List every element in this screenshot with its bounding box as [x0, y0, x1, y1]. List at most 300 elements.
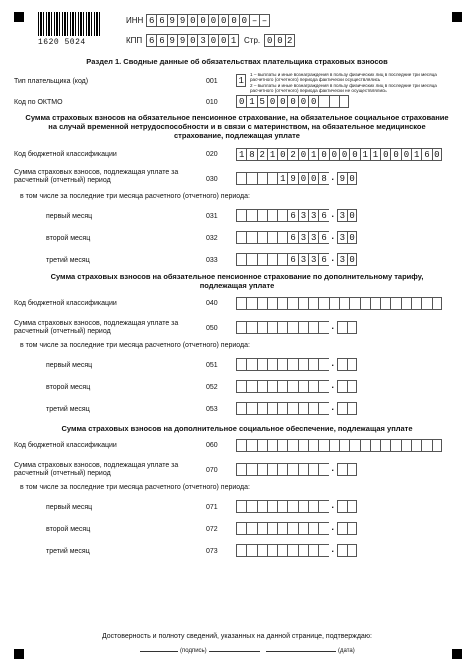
block2-month-int-cell: [287, 402, 297, 415]
block2-sum-int-cell: [236, 321, 246, 334]
block3-month-decimal-point: .: [329, 501, 336, 511]
block1-month-int-cell: 3: [298, 209, 308, 222]
inn-digit-cell: 0: [187, 14, 197, 27]
block2-month-code: 053: [206, 406, 218, 413]
inn-field[interactable]: [146, 14, 270, 27]
kbk-digit-cell: 0: [339, 148, 349, 161]
block3-month-int-cell: [308, 500, 318, 513]
section-title: Раздел 1. Сводные данные об обязательствах плательщика страховых взносов: [86, 57, 388, 66]
kbk-digit-cell: 0: [432, 148, 442, 161]
block1-sum-int-cell: 1: [277, 172, 287, 185]
block2-kbk-label: Код бюджетной классификации: [14, 300, 117, 307]
block3-month-int-cell: [257, 500, 267, 513]
block2-kbk-field[interactable]: [236, 297, 442, 310]
block3-sum-dec-cell: [337, 463, 347, 476]
kbk-digit-cell: [339, 439, 349, 452]
block3-sum-int-cell: [277, 463, 287, 476]
block1-month-int-cell: 3: [308, 209, 318, 222]
block3-month-dec-cell: [337, 522, 347, 535]
block2-month-int-cell: [308, 380, 318, 393]
block3-month-dec-cell: [337, 500, 347, 513]
block1-month-amount-field[interactable]: [236, 209, 357, 222]
block2-month-dec-cell: [337, 402, 347, 415]
block2-sum-int-cell: [257, 321, 267, 334]
block1-month-dec-cell: 0: [347, 231, 357, 244]
block1-month-int-cell: [267, 253, 277, 266]
block2-sum-int-cell: [308, 321, 318, 334]
block3-month-int-cell: [236, 500, 246, 513]
block1-month-dec-cell: 0: [347, 253, 357, 266]
block3-month-int-cell: [298, 500, 308, 513]
block1-sum-dec-cell: 0: [347, 172, 357, 185]
inn-digit-cell: 6: [156, 14, 166, 27]
kpp-digit-cell: 0: [187, 34, 197, 47]
block2-month-code: 051: [206, 362, 218, 369]
payer-type-code: 001: [206, 78, 218, 85]
kbk-digit-cell: 1: [308, 148, 318, 161]
block3-month-int-cell: [298, 544, 308, 557]
block3-month-int-cell: [308, 544, 318, 557]
kbk-digit-cell: 0: [401, 148, 411, 161]
block2-month-dec-cell: [347, 358, 357, 371]
block2-month-int-cell: [236, 380, 246, 393]
kbk-digit-cell: [267, 439, 277, 452]
block1-month-dec-cell: 0: [347, 209, 357, 222]
oktmo-digit-cell: 1: [246, 95, 256, 108]
kbk-digit-cell: [380, 439, 390, 452]
block2-month-dec-cell: [347, 380, 357, 393]
kbk-digit-cell: [287, 297, 297, 310]
block1-sum-int-cell: 9: [287, 172, 297, 185]
block3-sum-int-cell: [308, 463, 318, 476]
block1-month-int-cell: [236, 253, 246, 266]
block1-month-label: третий месяц: [46, 257, 90, 264]
block1-month-int-cell: [277, 253, 287, 266]
block2-month-decimal-point: .: [329, 381, 336, 391]
block1-kbk-field[interactable]: [236, 148, 442, 161]
block1-sum-int-cell: [236, 172, 246, 185]
block3-month-int-cell: [246, 500, 256, 513]
block3-month-int-cell: [267, 522, 277, 535]
inn-digit-cell: 9: [167, 14, 177, 27]
barcode-number: 1620 5024: [38, 38, 86, 47]
block3-month-amount-field[interactable]: [236, 500, 357, 513]
kbk-digit-cell: [432, 439, 442, 452]
block1-month-code: 033: [206, 257, 218, 264]
block2-month-dec-cell: [347, 402, 357, 415]
block3-month-int-cell: [277, 544, 287, 557]
oktmo-digit-cell: [329, 95, 339, 108]
kbk-digit-cell: 0: [298, 148, 308, 161]
oktmo-digit-cell: 5: [257, 95, 267, 108]
block1-month-int-cell: 6: [287, 253, 297, 266]
block3-month-decimal-point: .: [329, 523, 336, 533]
block2-month-int-cell: [318, 402, 328, 415]
kbk-digit-cell: 1: [267, 148, 277, 161]
block2-month-amount-field[interactable]: [236, 402, 357, 415]
kbk-digit-cell: [421, 297, 431, 310]
kbk-digit-cell: [267, 297, 277, 310]
kbk-digit-cell: 1: [236, 148, 246, 161]
kbk-digit-cell: 1: [360, 148, 370, 161]
block3-month-dec-cell: [347, 544, 357, 557]
inn-digit-cell: 0: [228, 14, 238, 27]
block3-sum-dec-cell: [347, 463, 357, 476]
kbk-digit-cell: [236, 297, 246, 310]
block2-month-int-cell: [287, 358, 297, 371]
block3-month-label: третий месяц: [46, 548, 90, 555]
block1-month-amount-field[interactable]: [236, 253, 357, 266]
kpp-label: КПП: [126, 36, 143, 45]
page-digit-cell: 0: [264, 34, 274, 47]
barcode: [38, 12, 100, 36]
block1-month-int-cell: [246, 253, 256, 266]
block1-month-decimal-point: .: [329, 210, 336, 220]
block3-month-int-cell: [257, 522, 267, 535]
block2-month-decimal-point: .: [329, 403, 336, 413]
block2-month-int-cell: [246, 380, 256, 393]
block1-sum-code: 030: [206, 176, 218, 183]
block2-month-int-cell: [236, 402, 246, 415]
block3-month-int-cell: [287, 500, 297, 513]
block1-month-int-cell: [236, 231, 246, 244]
block1-month-int-cell: [246, 209, 256, 222]
kbk-digit-cell: [308, 297, 318, 310]
oktmo-digit-cell: [339, 95, 349, 108]
kbk-digit-cell: [432, 297, 442, 310]
footer-statement: Достоверность и полноту сведений, указанных на данной странице, подтверждаю:: [101, 633, 373, 640]
kbk-digit-cell: 0: [380, 148, 390, 161]
block1-month-dec-cell: 3: [337, 231, 347, 244]
inn-digit-cell: 0: [197, 14, 207, 27]
block2-month-int-cell: [267, 358, 277, 371]
kbk-digit-cell: [390, 297, 400, 310]
block2-sum-int-cell: [246, 321, 256, 334]
block2-month-int-cell: [246, 402, 256, 415]
block1-month-decimal-point: .: [329, 254, 336, 264]
kpp-digit-cell: 1: [228, 34, 238, 47]
kbk-digit-cell: [287, 439, 297, 452]
block1-month-int-cell: 3: [298, 231, 308, 244]
block2-sum-int-cell: [298, 321, 308, 334]
block2-month-amount-field[interactable]: [236, 380, 357, 393]
block2-month-int-cell: [287, 380, 297, 393]
kbk-digit-cell: [401, 439, 411, 452]
kbk-digit-cell: [370, 439, 380, 452]
kbk-digit-cell: 2: [257, 148, 267, 161]
page-number-field[interactable]: [264, 34, 295, 47]
kbk-digit-cell: [257, 297, 267, 310]
block3-sum-int-cell: [318, 463, 328, 476]
block2-sum-label: Сумма страховых взносов, подлежащая уплате за расчетный (отчетный) период: [14, 320, 179, 335]
kpp-field[interactable]: [146, 34, 239, 47]
kbk-digit-cell: [411, 439, 421, 452]
block3-kbk-label: Код бюджетной классификации: [14, 442, 117, 449]
block2-month-label: второй месяц: [46, 384, 91, 391]
block1-month-int-cell: 3: [298, 253, 308, 266]
block1-month-int-cell: [257, 209, 267, 222]
block2-month-int-cell: [298, 402, 308, 415]
page-digit-cell: 2: [285, 34, 295, 47]
kpp-digit-cell: 0: [218, 34, 228, 47]
kbk-digit-cell: [349, 297, 359, 310]
kbk-digit-cell: [246, 297, 256, 310]
block1-month-int-cell: [277, 231, 287, 244]
kbk-digit-cell: [349, 439, 359, 452]
block2-sum-field[interactable]: [236, 321, 357, 334]
block3-sum-decimal-point: .: [329, 464, 336, 474]
kbk-digit-cell: 0: [329, 148, 339, 161]
kbk-digit-cell: 0: [277, 148, 287, 161]
block3-sum-field[interactable]: [236, 463, 357, 476]
page-label: Стр.: [244, 36, 261, 45]
block2-sum-dec-cell: [337, 321, 347, 334]
block1-month-label: второй месяц: [46, 235, 91, 242]
kpp-digit-cell: 9: [177, 34, 187, 47]
kbk-digit-cell: 0: [349, 148, 359, 161]
block1-sum-decimal-point: .: [329, 173, 336, 183]
block1-month-int-cell: [277, 209, 287, 222]
kbk-digit-cell: [370, 297, 380, 310]
inn-digit-cell: 9: [177, 14, 187, 27]
corner-marker-bottom-left: [14, 649, 24, 659]
oktmo-digit-cell: 0: [308, 95, 318, 108]
block2-month-int-cell: [308, 358, 318, 371]
block3-month-int-cell: [287, 522, 297, 535]
inn-digit-cell: 0: [218, 14, 228, 27]
block3-month-int-cell: [257, 544, 267, 557]
block3-month-int-cell: [287, 544, 297, 557]
block3-month-int-cell: [318, 522, 328, 535]
kbk-digit-cell: 0: [390, 148, 400, 161]
kbk-digit-cell: [380, 297, 390, 310]
payer-type-note: 1 – выплаты и иные вознаграждения в пользу физических лиц в последние три месяца расчетного (отчетного) периода фактически осуществлялись 2 – выплаты и иные вознаграждения в пользу физических лиц в последние три месяца расчетного (отчетного) периода фактически не осуществлялись: [250, 72, 437, 94]
block1-month-int-cell: 6: [318, 209, 328, 222]
kbk-digit-cell: 8: [246, 148, 256, 161]
kbk-digit-cell: [390, 439, 400, 452]
block3-month-int-cell: [277, 522, 287, 535]
block3-sum-int-cell: [246, 463, 256, 476]
block2-month-int-cell: [267, 402, 277, 415]
inn-digit-cell: 6: [146, 14, 156, 27]
block3-month-dec-cell: [347, 522, 357, 535]
kbk-digit-cell: [257, 439, 267, 452]
block1-sum-field[interactable]: [236, 172, 357, 185]
kbk-digit-cell: [329, 297, 339, 310]
block2-month-int-cell: [277, 358, 287, 371]
kbk-digit-cell: [421, 439, 431, 452]
block3-month-amount-field[interactable]: [236, 544, 357, 557]
oktmo-digit-cell: 0: [277, 95, 287, 108]
block3-month-dec-cell: [337, 544, 347, 557]
oktmo-label: Код по ОКТМО: [14, 99, 63, 106]
block3-kbk-code: 060: [206, 442, 218, 449]
block3-month-int-cell: [267, 500, 277, 513]
block1-sum-int-cell: 8: [318, 172, 328, 185]
block2-month-int-cell: [308, 402, 318, 415]
block1-sum-label: Сумма страховых взносов, подлежащая уплате за расчетный (отчетный) период: [14, 169, 179, 184]
block3-month-int-cell: [308, 522, 318, 535]
oktmo-digit-cell: 0: [236, 95, 246, 108]
inn-digit-cell: 0: [208, 14, 218, 27]
kbk-digit-cell: [298, 439, 308, 452]
block2-month-int-cell: [277, 402, 287, 415]
corner-marker-top-right: [452, 12, 462, 22]
block1-month-int-cell: 6: [287, 209, 297, 222]
page-digit-cell: 0: [274, 34, 284, 47]
block2-month-int-cell: [298, 380, 308, 393]
kbk-digit-cell: [318, 439, 328, 452]
block1-sum-int-cell: 0: [298, 172, 308, 185]
kbk-digit-cell: 1: [370, 148, 380, 161]
kbk-digit-cell: 1: [411, 148, 421, 161]
block2-sum-int-cell: [318, 321, 328, 334]
block2-month-int-cell: [236, 358, 246, 371]
block3-month-code: 073: [206, 548, 218, 555]
block2-sum-decimal-point: .: [329, 322, 336, 332]
block3-month-int-cell: [318, 544, 328, 557]
block1-month-int-cell: [267, 209, 277, 222]
block3-sum-int-cell: [257, 463, 267, 476]
block3-month-int-cell: [246, 544, 256, 557]
kbk-digit-cell: [318, 297, 328, 310]
block2-sum-int-cell: [267, 321, 277, 334]
kbk-digit-cell: [360, 297, 370, 310]
block1-month-int-cell: 6: [287, 231, 297, 244]
block2-month-amount-field[interactable]: [236, 358, 357, 371]
block1-month-int-cell: [246, 231, 256, 244]
block1-sum-int-cell: [267, 172, 277, 185]
date-label: (дата): [338, 648, 355, 654]
block2-sum-int-cell: [277, 321, 287, 334]
oktmo-digit-cell: [318, 95, 328, 108]
block1-sum-int-cell: [246, 172, 256, 185]
block2-month-dec-cell: [337, 358, 347, 371]
block2-month-decimal-point: .: [329, 359, 336, 369]
block1-month-dec-cell: 3: [337, 253, 347, 266]
block2-incl-label: в том числе за последние три месяца расчетного (отчетного) периода:: [20, 342, 250, 349]
block3-month-int-cell: [236, 544, 246, 557]
block1-month-int-cell: 6: [318, 231, 328, 244]
block2-sum-dec-cell: [347, 321, 357, 334]
kbk-digit-cell: 6: [421, 148, 431, 161]
block1-incl-label: в том числе за последние три месяца расчетного (отчетного) периода:: [20, 193, 250, 200]
inn-digit-cell: 0: [239, 14, 249, 27]
block2-month-int-cell: [257, 358, 267, 371]
block1-sum-dec-cell: 9: [337, 172, 347, 185]
inn-digit-cell: –: [259, 14, 269, 27]
payer-type-cell: 1: [236, 74, 246, 87]
kbk-digit-cell: [329, 439, 339, 452]
block1-month-int-cell: 3: [308, 231, 318, 244]
block1-kbk-label: Код бюджетной классификации: [14, 151, 117, 158]
kpp-digit-cell: 3: [197, 34, 207, 47]
block3-sum-int-cell: [267, 463, 277, 476]
corner-marker-bottom-right: [452, 649, 462, 659]
kpp-digit-cell: 9: [167, 34, 177, 47]
block3-month-int-cell: [277, 500, 287, 513]
corner-marker-top-left: [14, 12, 24, 22]
kpp-digit-cell: 6: [146, 34, 156, 47]
block2-sum-int-cell: [287, 321, 297, 334]
kbk-digit-cell: [308, 439, 318, 452]
block1-month-code: 031: [206, 213, 218, 220]
kpp-digit-cell: 6: [156, 34, 166, 47]
block1-title: Сумма страховых взносов на обязательное пенсионное страхование, на обязательное социальное страхование на случай временной нетрудоспособности и в связи с материнством, на обязательное медицинское страхование, подлежащая уплате: [25, 113, 449, 140]
kbk-digit-cell: 0: [318, 148, 328, 161]
block3-month-amount-field[interactable]: [236, 522, 357, 535]
kbk-digit-cell: [246, 439, 256, 452]
kbk-digit-cell: [298, 297, 308, 310]
block2-month-label: первый месяц: [46, 362, 93, 369]
block1-month-dec-cell: 3: [337, 209, 347, 222]
block2-month-code: 052: [206, 384, 218, 391]
block1-month-decimal-point: .: [329, 232, 336, 242]
kbk-digit-cell: [236, 439, 246, 452]
block3-month-int-cell: [267, 544, 277, 557]
block2-month-int-cell: [298, 358, 308, 371]
inn-digit-cell: –: [249, 14, 259, 27]
block3-month-int-cell: [298, 522, 308, 535]
block2-kbk-code: 040: [206, 300, 218, 307]
block1-month-amount-field[interactable]: [236, 231, 357, 244]
block3-sum-int-cell: [287, 463, 297, 476]
oktmo-field[interactable]: [236, 95, 349, 108]
block1-month-int-cell: [267, 231, 277, 244]
block3-month-decimal-point: .: [329, 545, 336, 555]
block3-month-int-cell: [236, 522, 246, 535]
inn-label: ИНН: [126, 16, 144, 25]
block2-month-dec-cell: [337, 380, 347, 393]
kbk-digit-cell: [360, 439, 370, 452]
block3-month-int-cell: [318, 500, 328, 513]
block2-month-int-cell: [318, 380, 328, 393]
kbk-digit-cell: 2: [287, 148, 297, 161]
block2-sum-code: 050: [206, 325, 218, 332]
block1-month-int-cell: [257, 231, 267, 244]
block3-month-code: 072: [206, 526, 218, 533]
oktmo-code: 010: [206, 99, 218, 106]
block3-month-int-cell: [246, 522, 256, 535]
block1-kbk-code: 020: [206, 151, 218, 158]
block1-month-code: 032: [206, 235, 218, 242]
kbk-digit-cell: [339, 297, 349, 310]
kpp-digit-cell: 0: [208, 34, 218, 47]
block1-sum-int-cell: 0: [308, 172, 318, 185]
block3-month-code: 071: [206, 504, 218, 511]
block2-month-int-cell: [246, 358, 256, 371]
block2-month-int-cell: [257, 402, 267, 415]
block1-month-int-cell: [236, 209, 246, 222]
payer-type-field[interactable]: [236, 74, 246, 87]
block1-month-int-cell: 6: [318, 253, 328, 266]
block2-month-int-cell: [267, 380, 277, 393]
kbk-digit-cell: [411, 297, 421, 310]
block3-sum-int-cell: [236, 463, 246, 476]
block3-kbk-field[interactable]: [236, 439, 442, 452]
block2-title: Сумма страховых взносов на обязательное пенсионное страхование по дополнительному тарифу, подлежащая уплате: [50, 272, 424, 290]
block3-sum-int-cell: [298, 463, 308, 476]
block3-month-dec-cell: [347, 500, 357, 513]
oktmo-digit-cell: 0: [298, 95, 308, 108]
oktmo-digit-cell: 0: [267, 95, 277, 108]
block3-month-label: второй месяц: [46, 526, 91, 533]
block3-incl-label: в том числе за последние три месяца расчетного (отчетного) периода:: [20, 484, 250, 491]
block2-month-label: третий месяц: [46, 406, 90, 413]
kbk-digit-cell: [277, 297, 287, 310]
block1-month-int-cell: 3: [308, 253, 318, 266]
block3-month-label: первый месяц: [46, 504, 93, 511]
